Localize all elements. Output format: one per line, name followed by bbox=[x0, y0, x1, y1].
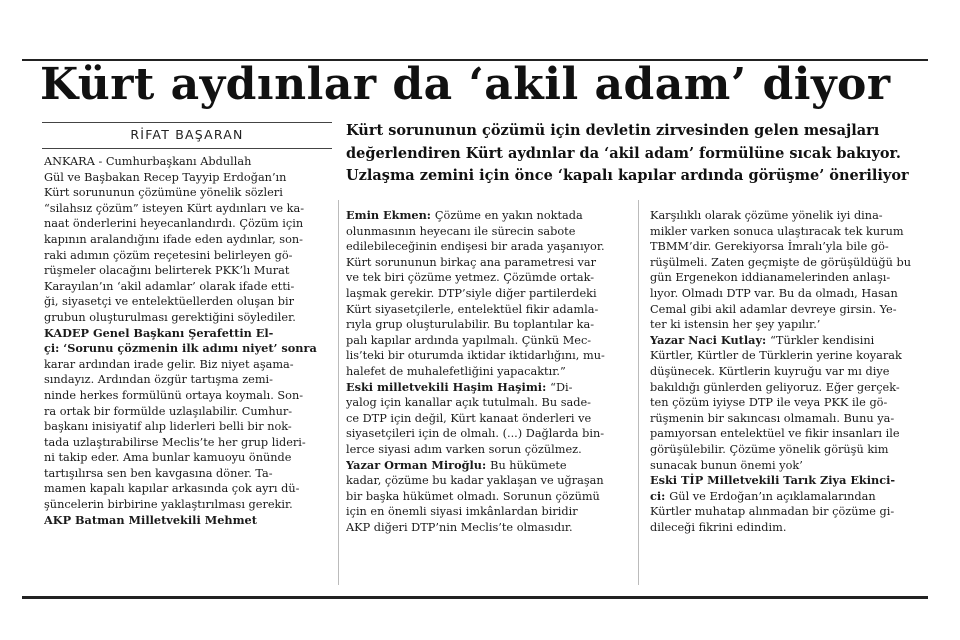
article-line: Gül ve Başbakan Recep Tayyip Erdoğan’ın bbox=[44, 170, 287, 184]
article-line: bir başka hükümet olmadı. Sorunun çözümü bbox=[346, 489, 600, 503]
article-line: Karşılıklı olarak çözüme yönelik iyi dina- bbox=[650, 209, 883, 222]
article-line: TBMM’dir. Gerekiyorsa İmralı’yla bile gö- bbox=[650, 240, 889, 254]
speaker-name: ci: bbox=[650, 488, 670, 503]
article-line bbox=[650, 333, 922, 349]
article-line: ten çözüm iyiyse DTP ile veya PKK ile gö- bbox=[650, 396, 888, 410]
article-line: ği, siyasetçi ve entelektüellerden oluşan bir bbox=[44, 295, 295, 309]
article-line: ninde herkes formülünü ortaya koymalı. Son- bbox=[44, 388, 304, 402]
article-line: rıyla grup oluşturulabilir. Bu toplantılar ka- bbox=[346, 318, 595, 332]
quote-text: “Türkler kendisini bbox=[770, 333, 875, 347]
article-line: lis’teki bir oturumda iktidar iktidarlığını, mu- bbox=[346, 349, 605, 363]
article-line: lerce siyasi adım varken sorun çözülmez. bbox=[346, 442, 582, 456]
deck-line: Kürt sorununun çözümü için devletin zirvesinden gelen mesajları bbox=[346, 122, 880, 139]
article-line bbox=[650, 489, 922, 505]
article-line: Kürt sorununun birkaç ana parametresi var bbox=[346, 255, 596, 269]
quote-text: Bu hükümete bbox=[490, 458, 567, 472]
article-line: görüşülebilir. Çözüme yönelik görüşü kim bbox=[650, 442, 889, 456]
article-line: başkanı inisiyatif alıp liderleri belli bir nok- bbox=[44, 420, 292, 434]
article-line: şüncelerin birbirine yaklaştırılması gerekir. bbox=[44, 498, 293, 512]
article-line: çi: ‘Sorunu çözmenin ilk adımı niyet’ sonra bbox=[44, 341, 317, 356]
column-divider bbox=[638, 200, 639, 585]
byline: RİFAT BAŞARAN bbox=[130, 127, 244, 142]
article-line: olunmasının heyecanı ile sürecin sabote bbox=[346, 224, 576, 238]
article-line: Cemal gibi akil adamlar devreye girsin. Ye- bbox=[650, 302, 897, 316]
article-line: kadar, çözüme bu kadar yaklaşan ve uğraşan bbox=[346, 474, 604, 488]
article-line: rüşmenin bir sakıncası olmamalı. Bunu ya- bbox=[650, 411, 895, 425]
article-line: düşünecek. Kürtlerin kuyruğu var mı diye bbox=[650, 364, 890, 378]
article-line: KADEP Genel Başkanı Şerafettin El- bbox=[44, 325, 274, 340]
deck-line: Uzlaşma zemini için önce ‘kapalı kapılar ardında görüşme’ öneriliyor bbox=[346, 167, 909, 184]
speaker-name: Yazar Naci Kutlay: bbox=[650, 332, 771, 347]
article-line: Kürtler muhatap alınmadan bir çözüme gi- bbox=[650, 505, 895, 519]
article-line: AKP diğeri DTP’nin Meclis’te olmasıdır. bbox=[346, 520, 573, 534]
article-line: ANKARA - Cumhurbaşkanı Abdullah bbox=[44, 155, 252, 168]
article-line: tada uzlaştırabilirse Meclis’te her grup lideri- bbox=[44, 435, 306, 449]
article-line: Eski TİP Milletvekili Tarık Ziya Ekinci- bbox=[650, 473, 896, 488]
article-line: Kürt siyasetçilerle, entelektüel fikir adamla- bbox=[346, 302, 599, 316]
article-line: mikler varken sonuca ulaştıracak tek kurum bbox=[650, 224, 904, 238]
article-line bbox=[346, 380, 626, 396]
column-divider bbox=[338, 200, 339, 585]
article-line: edilebileceğinin endişesi bir arada yaşanıyor. bbox=[346, 240, 605, 254]
article-line: tartışılırsa sen ben kavgasına döner. Ta- bbox=[44, 466, 273, 480]
column-1 bbox=[44, 154, 329, 528]
column-2 bbox=[346, 208, 626, 535]
article-line: bakıldığı günlerden geliyoruz. Eğer gerçek- bbox=[650, 380, 900, 394]
article-line: sunacak bunun önemi yok’ bbox=[650, 458, 803, 472]
column-3 bbox=[650, 208, 922, 535]
article-line: laşmak gerekir. DTP’siyle diğer partilerdeki bbox=[346, 286, 597, 300]
article-line bbox=[346, 458, 626, 474]
speaker-name: Eski milletvekili Haşim Haşimi: bbox=[346, 379, 551, 394]
article-line: dileceği fikrini edindim. bbox=[650, 520, 787, 534]
article-line: raki adımın çözüm reçetesini belirleyen gö- bbox=[44, 248, 293, 262]
article-line: halefet de muhalefetliğini yapacaktır.” bbox=[346, 364, 566, 378]
article-line: naat önderlerini heyecanlandırdı. Çözüm için bbox=[44, 217, 304, 231]
article-line: AKP Batman Milletvekili Mehmet bbox=[44, 512, 257, 527]
article-line: Karayılan’ın ‘akil adamlar’ olarak ifade etti- bbox=[44, 279, 295, 293]
byline-rule-bottom bbox=[42, 148, 332, 149]
article-line: palı kapılar ardında yapılmalı. Çünkü Mec- bbox=[346, 333, 592, 347]
article-line: Kürt sorununun çözümüne yönelik sözleri bbox=[44, 186, 283, 200]
article-line: “silahsız çözüm” isteyen Kürt aydınları ve ka- bbox=[44, 201, 305, 215]
article-line: gün Ergenekon iddianamelerinden anlaşı- bbox=[650, 271, 891, 285]
deck-line: değerlendiren Kürt aydınlar da ‘akil adam’ formülüne sıcak bakıyor. bbox=[346, 144, 901, 162]
article-line: mamen kapalı kapılar arkasında çok ayrı dü- bbox=[44, 482, 300, 496]
article-line: sındayız. Ardından özgür tartışma zemi- bbox=[44, 373, 273, 387]
article-line: lıyor. Olmadı DTP var. Bu da olmadı, Hasan bbox=[650, 286, 898, 300]
article-line bbox=[346, 208, 626, 224]
quote-text: Çözüme en yakın noktada bbox=[434, 209, 583, 222]
bottom-rule bbox=[22, 596, 928, 599]
speaker-name: Emin Ekmen: bbox=[346, 208, 435, 222]
article-line: ve tek biri çözüme yetmez. Çözümde ortak- bbox=[346, 271, 595, 285]
article-line: siyasetçileri için de olmalı. (...) Dağlarda bin- bbox=[346, 427, 605, 441]
headline: Kürt aydınlar da ‘akil adam’ diyor bbox=[40, 59, 891, 110]
byline-rule-top bbox=[42, 122, 332, 123]
article-line: pamıyorsan entelektüel ve fikir insanları ile bbox=[650, 427, 900, 441]
article-line: grubun oluşturulması gerektiğini söylediler. bbox=[44, 310, 296, 324]
article-line: ra ortak bir formülde uzlaşılabilir. Cumhur- bbox=[44, 404, 293, 418]
deck bbox=[346, 120, 916, 188]
article-line: karar ardından irade gelir. Biz niyet aşama- bbox=[44, 357, 294, 371]
article-line: rüşmeler olacağını belirterek PKK’lı Murat bbox=[44, 264, 290, 278]
article-line: ter ki istensin her şey yapılır.’ bbox=[650, 318, 821, 332]
article-line: ce DTP için değil, Kürt kanaat önderleri ve bbox=[346, 411, 592, 425]
article-line: için en önemli siyasi imkânlardan biridir bbox=[346, 505, 578, 519]
speaker-name: Yazar Orman Miroğlu: bbox=[346, 457, 491, 472]
article-line: ni takip eder. Ama bunlar kamuoyu önünde bbox=[44, 451, 292, 465]
article-line: Kürtler, Kürtler de Türklerin yerine koyarak bbox=[650, 349, 902, 363]
article-line: kapının aralandığını ifade eden aydınlar, son- bbox=[44, 232, 303, 246]
article-line: rüşülmeli. Zaten geçmişte de görüşüldüğü bu bbox=[650, 255, 912, 269]
quote-text: “Di- bbox=[550, 380, 573, 394]
article-line: yalog için kanallar açık tutulmalı. Bu sade- bbox=[346, 396, 591, 410]
quote-text: Gül ve Erdoğan’ın açıklamalarından bbox=[669, 489, 876, 503]
